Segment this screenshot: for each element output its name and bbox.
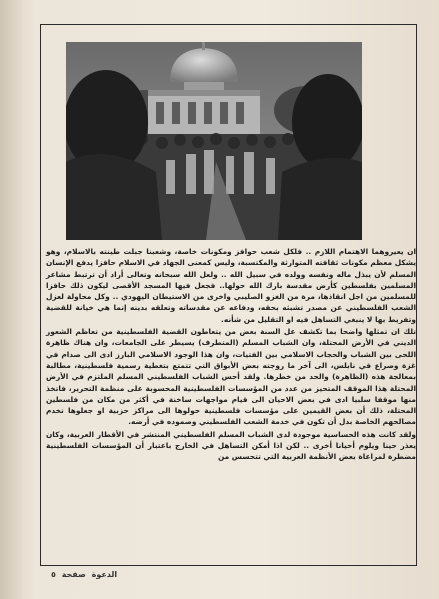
dome-of-the-rock-crowd-photo — [66, 42, 362, 240]
article-paragraph: ولقد كانت هذه الحساسية موجودة لدى الشباب المسلم الفلسطيني المنتشر في الأقطار العربية، وكان يعذر حينا ويلوم أحيانا أخرى .. لكن اذا أمكن التساهل في الخارج باعتبار أن المؤسسات الفلسطينية مضطرة لمراعاة بعض الأنظمة العربية التي تتحسس من — [46, 429, 416, 462]
magazine-name: الدعوة — [91, 570, 118, 579]
photo-image — [66, 42, 362, 240]
page-word: صفحة — [61, 570, 86, 579]
article-paragraph: ان يعيروهما الاهتمام اللازم .. فلكل شعب حوافز ومكونات خاصة، وشعبنا جبلت طينته بالاسلام، وهو يشكل معظم مكونات ثقافته المتوارثة والمكتسبة، وليس كمعنى الجهاد في الاسلام حافزا يدفع الإنسان المسلم لأن يبذل ماله ونفسه وولده في سبيل الله .. ولعل الله سبحانه وتعالى أراد أن ترتبط مشاعر المسلمين بفلسطين كأرض مقدسة بارك الله حولها.. فجعل فيها المسجد الأقصى ليكون ذلك حافزا للمسلمين من اجل انقاذها، مرة من الغزو الصليبي واخرى من الاستيطان اليهودي .. وكل محاولة لعزل الشعب الفلسطيني عن مصدر تشبثه بحقه، ودفاعه عن مقدساته وتعلقه بدينه إنما هي خيانة للقضية وتفريط بها لا ينبغي التساهل فيه او التقليل من شأنه. — [46, 247, 416, 324]
article-paragraph: تلك ان تمثلها واضحا بما تكشف عل السنة بعض من يتعاطون القضية الفلسطينية من تعاظم الشعور الديني في الأرض المحتلة، وان الشباب المسلم (المتطرف) يسيطر على الجامعات، وان هناك ظاهرة اللحى بين الشباب والحجاب الاسلامي بين الفتيات، وان هذا الوجود الاسلامي البارز ادى الى صدام في غزة وصراع في نابلس، الى آخر ما روجته بعض الأبواق التي تتمتع بتغطية رسمية فلسطينية، مطالبة بمعالجة هذه (الظاهرة) والحد من خطرها. ولقد أحس الشباب الفلسطيني المسلم الملتزم في الأرض المحتلة هذا الموقف المتحيز من عدد من المؤسسات الفلسطينية المحسوبة على منظمة التحرير، فاتخذ منها موقفا سلبيا ادى في بعض الاحيان الى قيام مواجهات ساخنة في أكثر من مكان من فلسطين المحتلة، ذلك أن بعض القيمين على مؤسسات فلسطينية حولوها الى مراكز حزبية او جعلوها تخدم مصالحهم الخاصة بدل أن تكون في خدمة الشعب الفلسطيني وصموده في أرضه. — [46, 327, 416, 427]
article-body — [46, 246, 416, 463]
page-number: ٥ — [51, 570, 56, 579]
page-binding-edge — [0, 0, 22, 599]
page-footer — [48, 570, 117, 582]
